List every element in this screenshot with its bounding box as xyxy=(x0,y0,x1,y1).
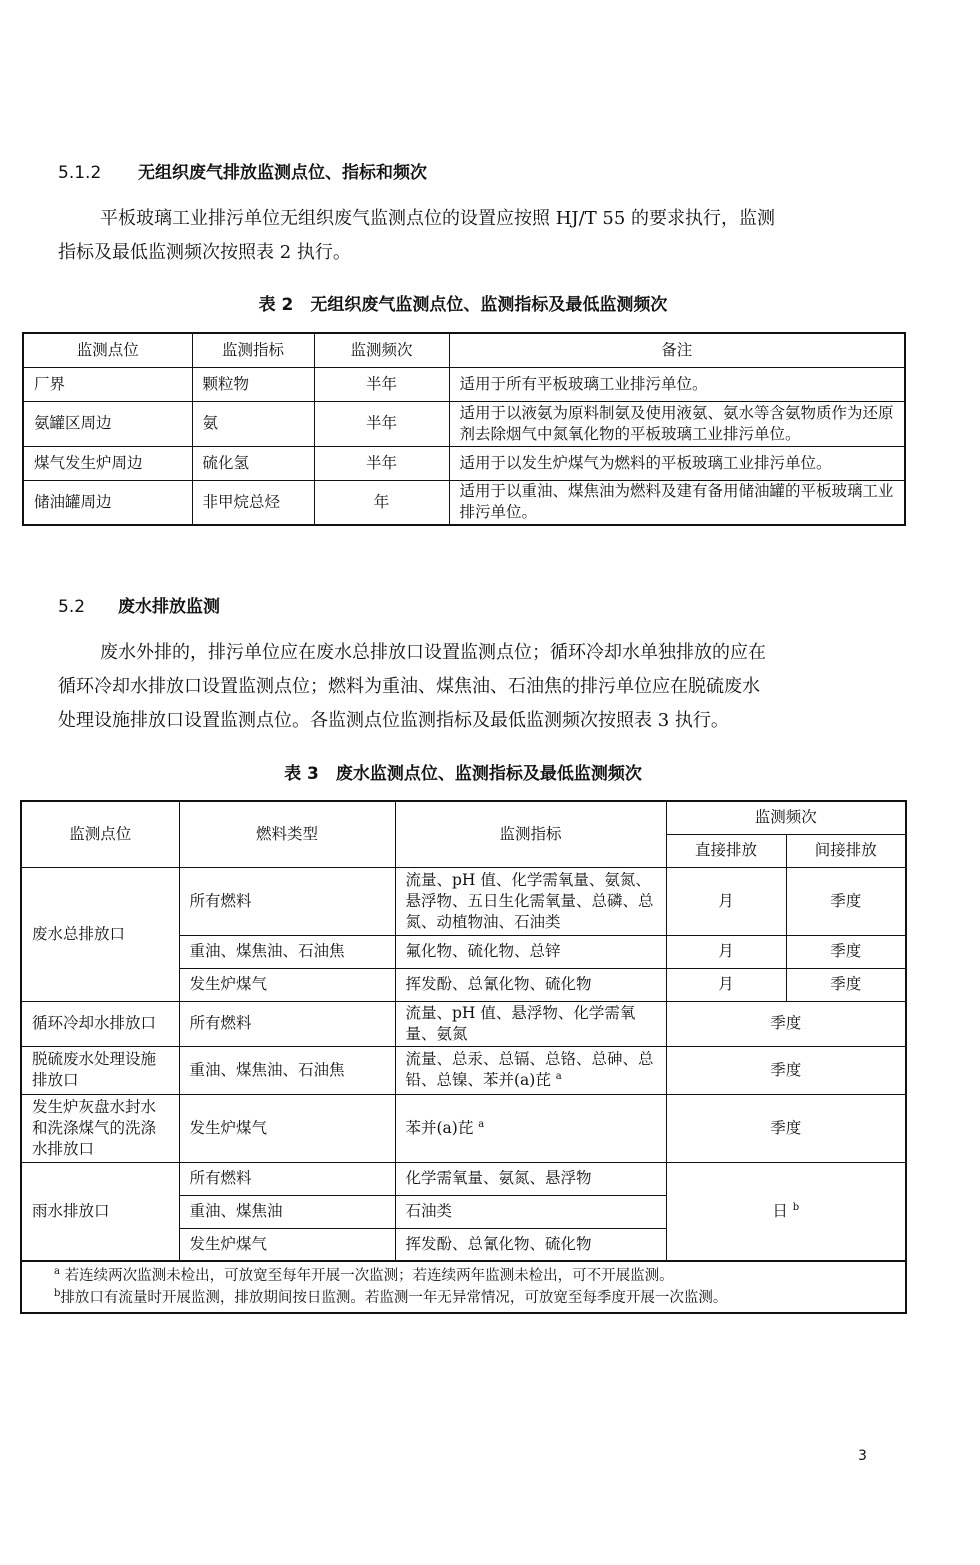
column-header: 监测频次 xyxy=(666,801,906,834)
column-header: 备注 xyxy=(449,333,905,367)
cell-freq xyxy=(666,1162,906,1261)
cell-note: 适用于以发生炉煤气为燃料的平板玻璃工业排污单位。 xyxy=(449,446,905,480)
cell-site: 脱硫废水处理设施排放口 xyxy=(21,1046,179,1094)
footnote-text: 若连续两次监测未检出，可放宽至每年开展一次监测；若连续两年监测未检出，可不开展监测。 xyxy=(64,1268,674,1284)
column-header: 监测点位 xyxy=(23,333,192,367)
column-header: 燃料类型 xyxy=(179,801,395,867)
section-title: 废水排放监测 xyxy=(118,597,220,617)
footnote-mark: b xyxy=(54,1288,61,1299)
column-header: 监测点位 xyxy=(21,801,179,867)
cell-site: 循环冷却水排放口 xyxy=(21,1001,179,1046)
table3 xyxy=(20,800,907,1314)
cell-index: 化学需氧量、氨氮、悬浮物 xyxy=(395,1162,666,1195)
table-header-row xyxy=(21,801,906,834)
freq-text: 日 xyxy=(772,1201,788,1220)
cell-freq: 半年 xyxy=(314,446,449,480)
footnote-mark: a xyxy=(54,1266,60,1277)
footnote-ref: b xyxy=(792,1201,800,1213)
cell-note: 适用于所有平板玻璃工业排污单位。 xyxy=(449,367,905,401)
cell-index xyxy=(395,1046,666,1094)
column-header: 直接排放 xyxy=(666,834,786,867)
table-footnotes xyxy=(21,1261,906,1313)
cell-fuel: 所有燃料 xyxy=(179,1162,395,1195)
cell-site: 煤气发生炉周边 xyxy=(23,446,192,480)
cell-note: 适用于以重油、煤焦油为燃料及建有备用储油罐的平板玻璃工业排污单位。 xyxy=(449,480,905,525)
cell-freq: 季度 xyxy=(666,1046,906,1094)
cell-direct: 月 xyxy=(666,935,786,968)
cell-index: 非甲烷总烃 xyxy=(192,480,314,525)
footnote-text: 排放口有流量时开展监测，排放期间按日监测。若监测一年无异常情况，可放宽至每季度开展一次监测。 xyxy=(60,1290,728,1306)
table-row xyxy=(23,401,905,446)
cell-indirect: 季度 xyxy=(786,867,906,935)
cell-fuel: 重油、煤焦油、石油焦 xyxy=(179,935,395,968)
cell-fuel: 发生炉煤气 xyxy=(179,1094,395,1162)
cell-index: 挥发酚、总氰化物、硫化物 xyxy=(395,968,666,1001)
paragraph-wastewater xyxy=(58,636,918,738)
page-number: 3 xyxy=(858,1448,867,1464)
cell-fuel: 所有燃料 xyxy=(179,1001,395,1046)
cell-index: 硫化氢 xyxy=(192,446,314,480)
column-header: 监测指标 xyxy=(192,333,314,367)
table-row xyxy=(21,1162,906,1195)
paragraph-line: 循环冷却水排放口设置监测点位；燃料为重油、煤焦油、石油焦的排污单位应在脱硫废水 xyxy=(58,676,760,697)
table-row xyxy=(21,867,906,935)
footnote-ref: a xyxy=(555,1071,562,1082)
cell-index: 流量、pH 值、悬浮物、化学需氧量、氨氮 xyxy=(395,1001,666,1046)
cell-freq: 半年 xyxy=(314,401,449,446)
section-title: 无组织废气排放监测点位、指标和频次 xyxy=(138,163,427,183)
table3-caption: 表 3 废水监测点位、监测指标及最低监测频次 xyxy=(284,764,642,784)
table-header-row xyxy=(23,333,905,367)
table-row xyxy=(21,1001,906,1046)
cell-freq: 季度 xyxy=(666,1094,906,1162)
cell-fuel: 重油、煤焦油 xyxy=(179,1195,395,1228)
cell-site: 雨水排放口 xyxy=(21,1162,179,1261)
cell-freq: 年 xyxy=(314,480,449,525)
paragraph-line: 处理设施排放口设置监测点位。各监测点位监测指标及最低监测频次按照表 3 执行。 xyxy=(58,710,729,731)
column-header: 监测频次 xyxy=(314,333,449,367)
cell-indirect: 季度 xyxy=(786,935,906,968)
cell-fuel: 所有燃料 xyxy=(179,867,395,935)
cell-fuel: 发生炉煤气 xyxy=(179,1228,395,1261)
cell-index: 流量、pH 值、化学需氧量、氨氮、悬浮物、五日生化需氧量、总磷、总氮、动植物油、石油类 xyxy=(395,867,666,935)
paragraph-line: 指标及最低监测频次按照表 2 执行。 xyxy=(58,242,351,263)
cell-index: 颗粒物 xyxy=(192,367,314,401)
table2-caption: 表 2 无组织废气监测点位、监测指标及最低监测频次 xyxy=(258,295,668,315)
table-row xyxy=(23,480,905,525)
cell-direct: 月 xyxy=(666,968,786,1001)
cell-indirect: 季度 xyxy=(786,968,906,1001)
cell-fuel: 重油、煤焦油、石油焦 xyxy=(179,1046,395,1094)
section-number: 5.2 xyxy=(58,597,86,617)
cell-site: 厂界 xyxy=(23,367,192,401)
table-row xyxy=(21,1094,906,1162)
paragraph-line: 废水外排的，排污单位应在废水总排放口设置监测点位；循环冷却水单独排放的应在 xyxy=(100,642,766,663)
cell-direct: 月 xyxy=(666,867,786,935)
table-row xyxy=(21,1046,906,1094)
cell-site: 氨罐区周边 xyxy=(23,401,192,446)
footnotes-cell xyxy=(21,1261,906,1313)
footnote-a xyxy=(54,1265,873,1287)
cell-site: 废水总排放口 xyxy=(21,867,179,1001)
cell-freq: 季度 xyxy=(666,1001,906,1046)
column-header: 监测指标 xyxy=(395,801,666,867)
table2 xyxy=(22,332,906,526)
section-heading-5-2 xyxy=(58,592,220,617)
footnote-ref: a xyxy=(478,1118,485,1130)
cell-site: 发生炉灰盘水封水和洗涤煤气的洗涤水排放口 xyxy=(21,1094,179,1162)
cell-note: 适用于以液氨为原料制氨及使用液氨、氨水等含氨物质作为还原剂去除烟气中氮氧化物的平板玻璃工业排污单位。 xyxy=(449,401,905,446)
cell-index: 氟化物、硫化物、总锌 xyxy=(395,935,666,968)
section-number: 5.1.2 xyxy=(58,163,102,183)
cell-index: 氨 xyxy=(192,401,314,446)
index-text: 流量、总汞、总镉、总铬、总砷、总铅、总镍、苯并(a)芘 xyxy=(405,1050,654,1089)
cell-index xyxy=(395,1094,666,1162)
index-text: 苯并(a)芘 xyxy=(405,1118,474,1137)
section-heading-5-1-2 xyxy=(58,158,427,183)
cell-index: 石油类 xyxy=(395,1195,666,1228)
table-row xyxy=(23,446,905,480)
cell-freq: 半年 xyxy=(314,367,449,401)
cell-fuel: 发生炉煤气 xyxy=(179,968,395,1001)
paragraph-fugitive-gas xyxy=(58,202,918,270)
cell-site: 储油罐周边 xyxy=(23,480,192,525)
cell-index: 挥发酚、总氰化物、硫化物 xyxy=(395,1228,666,1261)
paragraph-line: 平板玻璃工业排污单位无组织废气监测点位的设置应按照 HJ/T 55 的要求执行，监测 xyxy=(100,208,776,229)
table-row xyxy=(23,367,905,401)
footnote-b xyxy=(54,1287,873,1309)
column-header: 间接排放 xyxy=(786,834,906,867)
